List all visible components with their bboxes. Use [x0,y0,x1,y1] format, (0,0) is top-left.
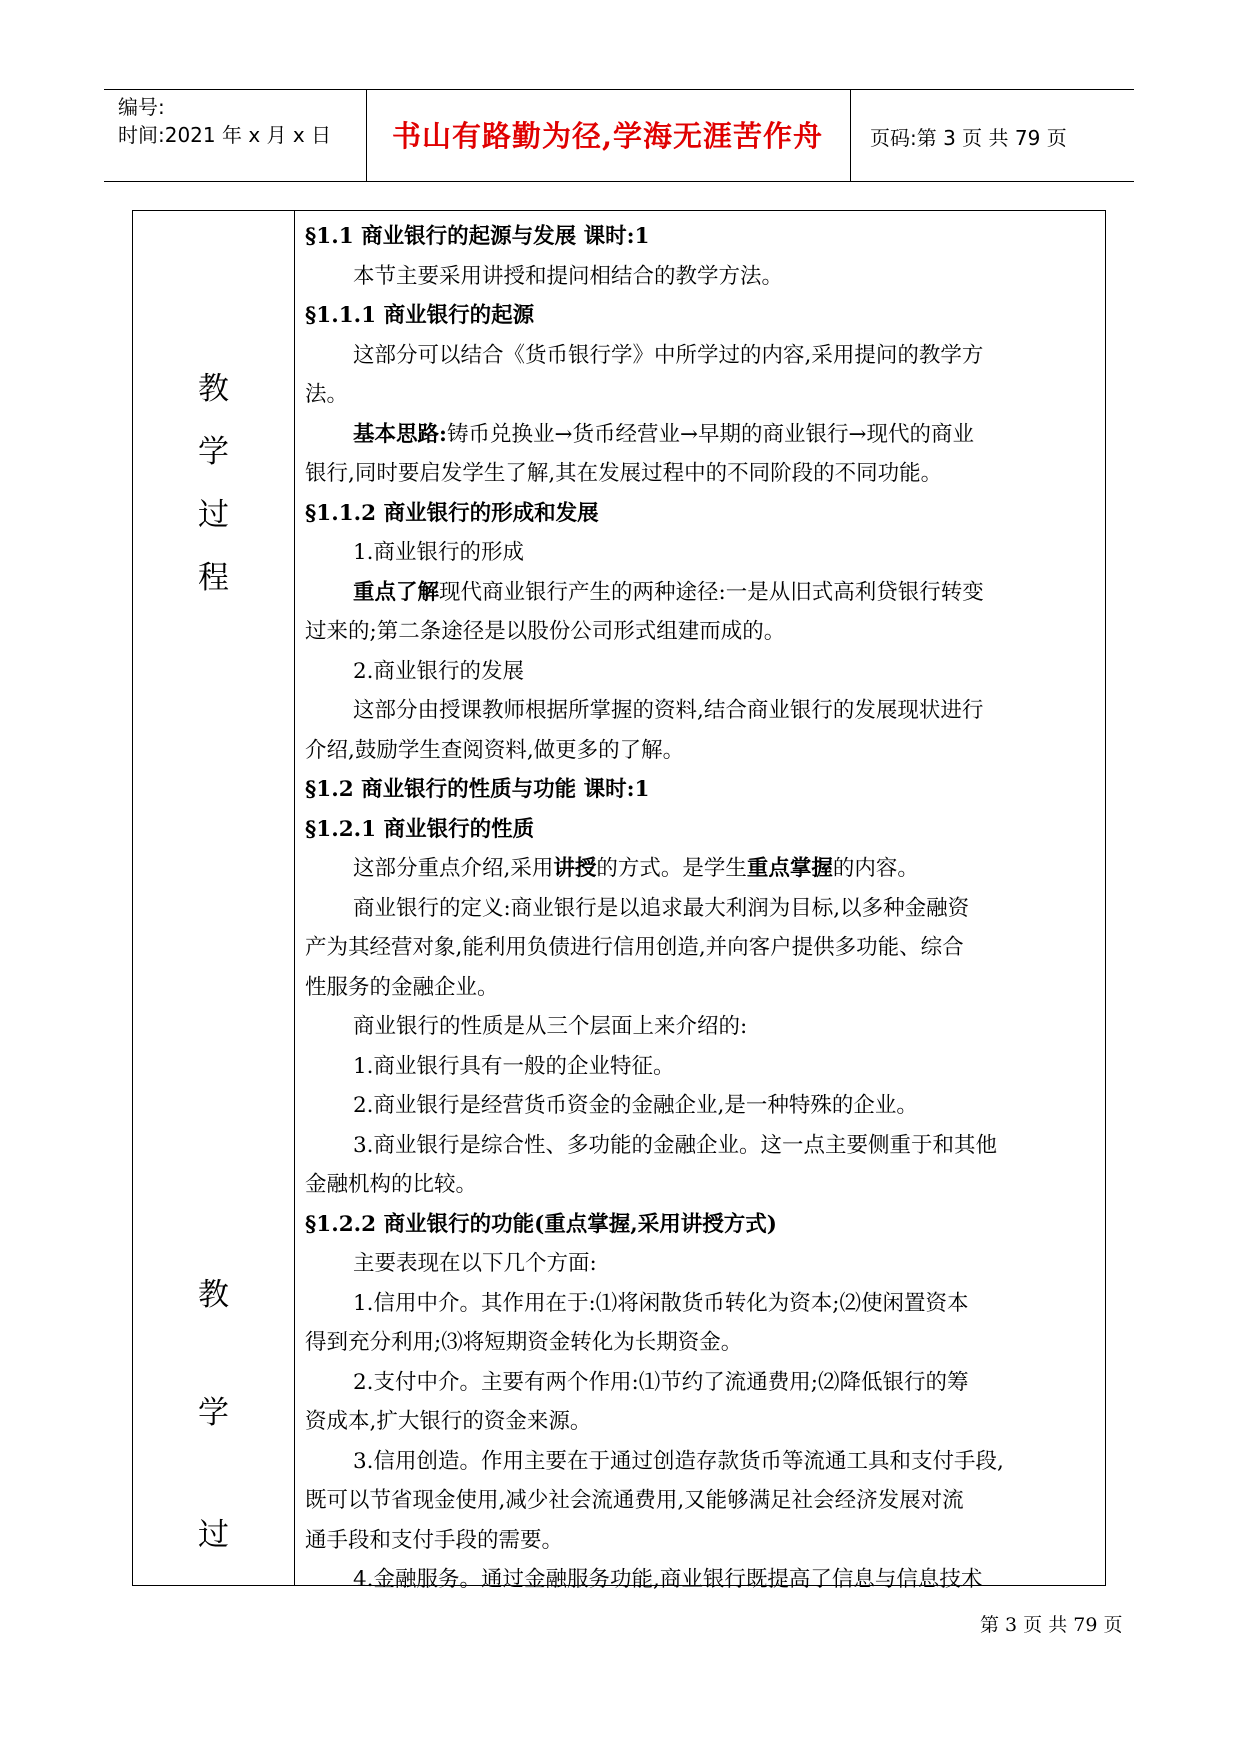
list-item: 2.商业银行的发展 [353,658,525,684]
paragraph-line: 产为其经营对象,能利用负债进行信用创造,并向客户提供多功能、综合 [305,935,964,960]
lesson-content [305,217,1091,1600]
paragraph-line: 本节主要采用讲授和提问相结合的教学方法。 [353,263,784,289]
bold-term: 基本思路: [353,421,447,447]
paragraph-line: 过来的;第二条途径是以股份公司形式组建而成的。 [305,619,786,644]
list-item: 3.商业银行是综合性、多功能的金融企业。这一点主要侧重于和其他 [353,1132,998,1158]
list-item: 2.商业银行是经营货币资金的金融企业,是一种特殊的企业。 [353,1093,918,1118]
side-label-char: 学 [198,1395,229,1431]
header-motto: 书山有路勤为径,学海无涯苦作舟 [391,119,824,153]
paragraph-line: 介绍,鼓励学生查阅资料,做更多的了解。 [305,737,685,763]
paragraph-line: 性服务的金融企业。 [305,974,499,1000]
subsection-heading: §1.2.1 商业银行的性质 [305,816,535,842]
bold-term: 讲授 [553,856,597,881]
serial-label: 编号: [118,95,165,119]
text-run: 现代商业银行产生的两种途径:一是从旧式高利贷银行转变 [439,579,984,605]
paragraph-line [305,415,1091,455]
paragraph-line: 商业银行的性质是从三个层面上来介绍的: [353,1014,748,1039]
paragraph-line: 银行,同时要启发学生了解,其在发展过程中的不同阶段的不同功能。 [305,461,943,486]
page-footer: 第 3 页 共 79 页 [980,1614,1123,1636]
bold-term: 重点了解 [353,579,440,605]
paragraph-line: 法。 [305,382,349,407]
page-header [104,89,1134,183]
section-heading: §1.2 商业银行的性质与功能 课时:1 [305,777,650,802]
subsection-heading: §1.1.2 商业银行的形成和发展 [305,500,599,526]
lesson-table [132,210,1106,1592]
side-label-char: 教 [198,1277,229,1313]
paragraph-line: 这部分可以结合《货币银行学》中所学过的内容,采用提问的教学方 [353,342,984,368]
header-top-rule [104,89,1134,90]
text-run: 的内容。 [832,856,919,881]
list-item: 2.支付中介。主要有两个作用:⑴节约了流通费用;⑵降低银行的筹 [353,1369,969,1395]
paragraph-line: 商业银行的定义:商业银行是以追求最大利润为目标,以多种金融资 [353,895,970,921]
header-bottom-rule [104,181,1134,182]
paragraph-line: 得到充分利用;⑶将短期资金转化为长期资金。 [305,1330,743,1355]
paragraph-line: 通手段和支付手段的需要。 [305,1527,564,1553]
paragraph-line: 这部分由授课教师根据所掌握的资料,结合商业银行的发展现状进行 [353,698,984,723]
paragraph-line: 既可以节省现金使用,减少社会流通费用,又能够满足社会经济发展对流 [305,1488,964,1513]
text-run: 的方式。是学生 [596,856,747,881]
list-item: 4.金融服务。通过金融服务功能,商业银行既提高了信息与信息技术 [353,1567,983,1592]
side-label-char: 教 [198,371,229,407]
text-run: 这部分重点介绍,采用 [353,856,554,881]
header-page-label: 页码:第 3 页 共 79 页 [870,126,1067,150]
side-label-char: 学 [198,434,229,470]
text-run: 铸币兑换业→货币经营业→早期的商业银行→现代的商业 [446,421,974,447]
side-label-char: 程 [198,560,229,596]
list-item: 1.商业银行的形成 [353,540,525,565]
section-heading: §1.1 商业银行的起源与发展 课时:1 [305,224,650,249]
subsection-heading: §1.2.2 商业银行的功能(重点掌握,采用讲授方式) [305,1211,777,1237]
time-label: 时间:2021 年 x 月 x 日 [118,123,332,147]
header-meta [118,93,331,149]
side-label-char: 过 [198,497,229,533]
side-label-char: 过 [198,1517,229,1553]
paragraph-line: 金融机构的比较。 [305,1172,478,1197]
paragraph-line [305,573,1091,613]
column-divider [294,211,295,1585]
list-item: 3.信用创造。作用主要在于通过创造存款货币等流通工具和支付手段, [353,1448,1004,1474]
bold-term: 重点掌握 [746,856,833,881]
paragraph-line [305,849,1091,889]
paragraph-line: 资成本,扩大银行的资金来源。 [305,1409,592,1434]
list-item: 1.商业银行具有一般的企业特征。 [353,1053,675,1079]
list-item: 1.信用中介。其作用在于:⑴将闲散货币转化为资本;⑵使闲置资本 [353,1290,969,1316]
header-divider-right [850,89,851,182]
subsection-heading: §1.1.1 商业银行的起源 [305,303,535,328]
paragraph-line: 主要表现在以下几个方面: [353,1251,597,1276]
